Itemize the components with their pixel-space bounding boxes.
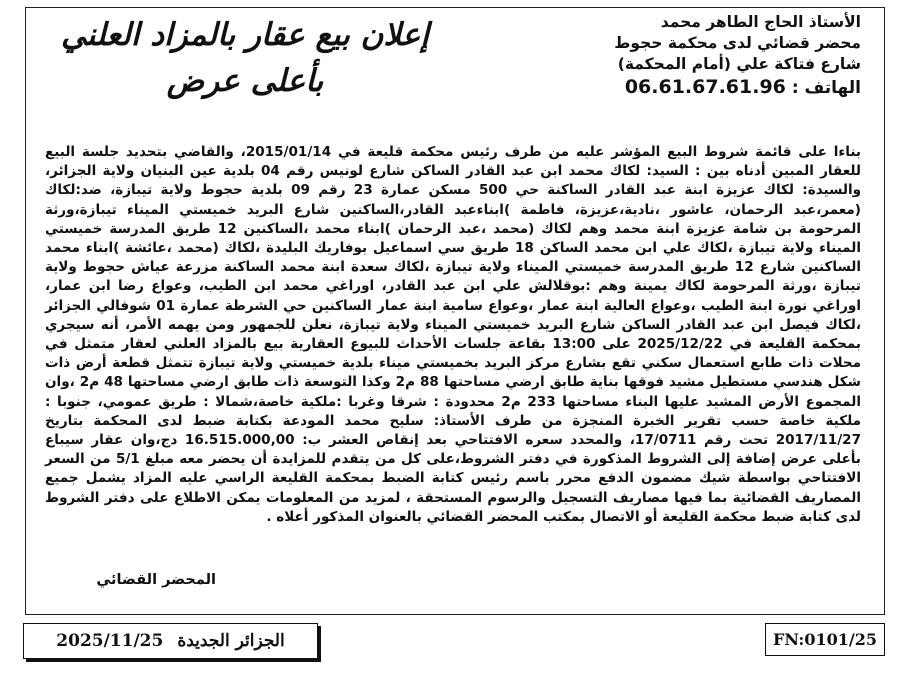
fn-reference: FN:0101/25 <box>765 623 885 656</box>
title-line-1: إعلان بيع عقار بالمزاد العلني <box>60 17 430 53</box>
title-line-2: بأعلى عرض <box>166 63 324 99</box>
bailiff-office-header <box>531 12 861 99</box>
announcement-body: بناءا على قائمة شروط البيع المؤشر عليه من طرف رئيس محكمة قليعة في 2015/01/14، والقاضي بتحديد جلسة البيع للعقار المبين أدناه بين : السيد: لكاك محمد ابن عبد القادر الساكن شارع لونيس رقم 04 بلدية عين البنيان ولاية الجزائر، والسيدة: لكاك عزيزة ابنة عبد القادر الساكنة حي 500 مسكن عمارة 23 رقم 09 بلدية حجوط ولاية تيبازة، ضد:لكاك (معمر،عبد الرحمان، عاشور ،نادية،عزيزة، فاطمة )ابناءعبد القادر،الساكنين شارع البريد خميستي الميناء تيبازة،ورثة المرحومة بن شامة عزيزة ابنة محمد وهم لكاك (محمد ،عبد الرحمان )ابناء محمد ،الساكنين 12 طريق المدرسة خميستي الميناء ولاية تيبازة ،لكاك علي ابن محمد الساكن 18 طريق سي اسماعيل بوفاريك البليدة ،لكاك (محمد ،عائشة )ابناء محمد الساكنين شارع 12 طريق المدرسة خميستي الميناء ولاية تيبازة ،لكاك سعدة ابنة محمد الساكنة مزرعة عياش حجوط ولاية تيبازة ،ورثة المرحومة لكاك يمينة وهم :بوقلالش علي ابن عبد القادر، اوراغي محمد ابن الطيب، وعواع رضا ابن عمار، اوراغي نورة ابنة الطيب ،وعواع العالية ابنة عمار ،وعواع سامية ابنة عمار الساكنين حي الشرطة عمارة 01 شوفالي الجزائر ،لكاك فيصل ابن عبد القادر الساكن شارع البريد خميستي الميناء ولاية تيبازة، نعلن للجمهور ومن يهمه الأمر، أنه سيجري بمحكمة القليعة في 2025/12/22 على 13:00 بقاعة جلسات الأحداث للبيوع العقارية بيع بالمزاد العلني لعقار متمثل في محلات ذات طابع استعمال سكني تقع بشارع مركز البريد بخميستي ميناء بلدية خميستي ولاية تيبازة تتمثل قطعة أرض ذات شكل هندسي مستطيل مشيد فوقها بناية طابق ارضي مساحتها 88 م2 وكذا التوسعة ذات طابق ارضي مساحتها 48 م2 ،وان المجموع الأرض المشيد عليها البناء مساحتها 233 م2 محدودة : شرقا وغربا :ملكية خاصة،شمالا : طريق عمومي، جنوبا : ملكية خاصة حسب تقرير الخبرة المنجزة من طرف الأستاذ: سليح محمد المودعة بكتابة ضبط لدى المحكمة بتاريخ 2017/11/27 تحت رقم 17/0711، والمحدد سعره الافتتاحي بعد إنقاص العشر ب: 16.515.000,00 دج،وان عقار سيباع بأعلى عرض إضافة إلى الشروط المذكورة في دفتر الشروط،على كل من يتقدم للمزايدة أن يحضر معه مبلغ 5/1 من السعر الافتتاحي بواسطة شيك مضمون الدفع محرر باسم رئيس كتابة الضبط بمحكمة القليعة الراسي عليه المزاد يشمل جميع المصاريف القضائية بما فيها مصاريف التسجيل والرسوم المستحقة ، لمزيد من المعلومات يمكن الاطلاع على دفتر الشروط لدى كتابة ضبط محكمة القليعة أو الاتصال بمكتب المحضر القضائي بالعنوان المذكور أعلاه . <box>45 144 862 525</box>
announcement-title <box>40 12 450 104</box>
bailiff-title: محضر قضائي لدى محكمة حجوط <box>614 34 861 52</box>
bailiff-name: الأستاذ الحاج الطاهر محمد <box>660 13 861 31</box>
publication-box <box>23 623 318 659</box>
bailiff-address: شارع فتاكة علي (أمام المحكمة) <box>617 55 861 73</box>
phone-number: 06.61.67.61.96 <box>624 76 786 98</box>
publication-name: الجزائر الجديدة <box>177 631 285 651</box>
bailiff-phone-row <box>531 77 861 99</box>
phone-label: الهاتف : <box>791 78 861 98</box>
publication-date: 2025/11/25 <box>56 631 164 651</box>
signature: المحضر القضائي <box>96 572 216 588</box>
